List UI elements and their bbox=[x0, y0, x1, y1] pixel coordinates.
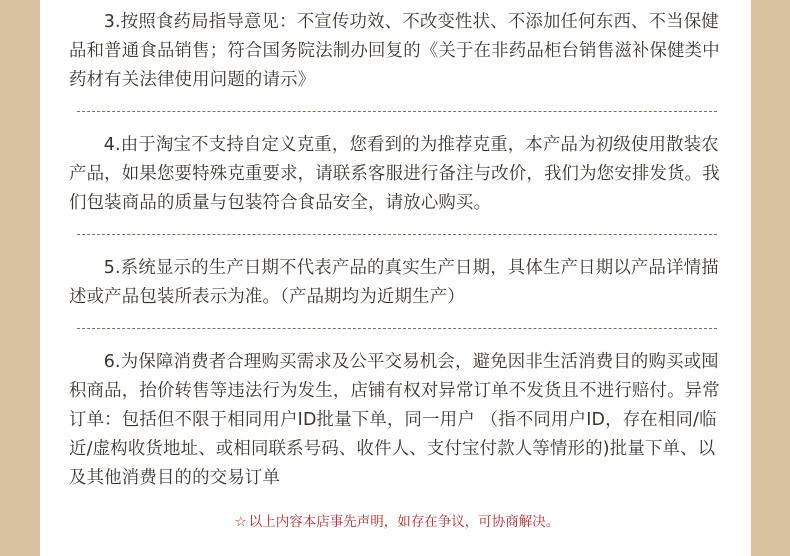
dashed-divider bbox=[77, 111, 717, 112]
notice-item-5: 5.系统显示的生产日期不代表产品的真实生产日期，具体生产日期以产品详情描述或产品包装所表示为准。（产品期均为近期生产） bbox=[69, 258, 719, 307]
dashed-divider bbox=[77, 234, 717, 235]
notice-panel bbox=[40, 0, 751, 556]
dashed-divider bbox=[77, 328, 717, 329]
footer-text: 以上内容本店事先声明，如存在争议，可协商解决。 bbox=[248, 514, 560, 530]
notice-item-4: 4.由于淘宝不支持自定义克重，您看到的为推荐克重，本产品为初级使用散装农产品，如果您要特殊克重要求，请联系客服进行备注与改价，我们为您安排发货。我们包装商品的质量与包装符合食品安全，请放心购买。 bbox=[69, 135, 720, 213]
star-outline-icon: ☆ bbox=[234, 514, 247, 530]
notice-item-6: 6.为保障消费者合理购买需求及公平交易机会，避免因非生活消费目的购买或囤积商品，抬价转售等违法行为发生，店铺有权对异常订单不发货且不进行赔付。异常订单：包括但不限于相同用户ID批量下单，同一用户 （指不同用户ID，存在相同/临近/虚构收货地址、或相同联系号码、收件人、支付宝付款人等情形的)批量下单、以及其他消费目的的交易订单 bbox=[69, 352, 720, 488]
notice-item-3: 3.按照食药局指导意见：不宣传功效、不改变性状、不添加任何东西、不当保健品和普通食品销售；符合国务院法制办回复的《关于在非药品柜台销售滋补保健类中药材有关法律使用问题的请示》 bbox=[69, 12, 720, 90]
footer-disclaimer bbox=[69, 513, 725, 531]
